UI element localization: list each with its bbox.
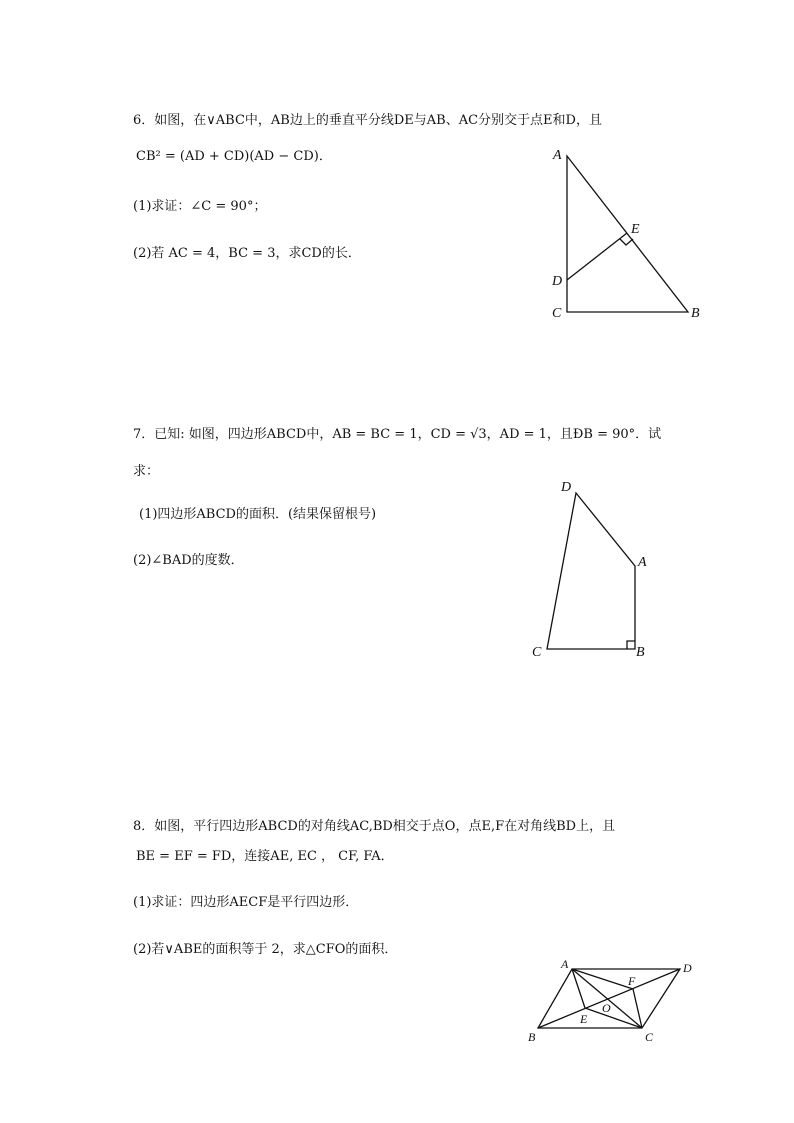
label-d: D xyxy=(561,480,572,495)
problem-8-figure xyxy=(520,955,705,1050)
right-angle-mark-b xyxy=(627,641,635,649)
problem-6-part-2: (2)若 AC = 4，BC = 3，求CD的长． xyxy=(133,246,361,261)
label-c: C xyxy=(532,645,542,660)
problem-7-part-1: (1)四边形ABCD的面积．(结果保留根号) xyxy=(139,507,377,522)
problem-8-statement: 8．如图，平行四边形ABCD的对角线AC,BD相交于点O，点E,F在对角线BD上，且 xyxy=(133,819,616,834)
label-e: E xyxy=(631,222,640,237)
triangle-abc xyxy=(567,156,688,312)
label-c: C xyxy=(645,1030,654,1044)
segment-ce xyxy=(585,1008,642,1028)
segment-af xyxy=(572,969,633,989)
label-o: O xyxy=(602,1001,611,1015)
label-b: B xyxy=(528,1030,536,1044)
diagonal-bd xyxy=(538,969,680,1028)
problem-6-figure xyxy=(540,140,720,330)
problem-8-part-1: (1)求证：四边形AECF是平行四边形． xyxy=(133,895,359,910)
problem-6-condition: CB² = (AD + CD)(AD − CD)． xyxy=(136,149,332,164)
right-angle-mark-e xyxy=(620,239,633,245)
label-a: A xyxy=(553,148,562,163)
label-f: F xyxy=(628,974,636,988)
problem-6-part-1: (1)求证：∠C = 90°； xyxy=(133,199,267,214)
label-a: A xyxy=(638,555,647,570)
segment-de xyxy=(567,233,627,280)
quadrilateral-abcd xyxy=(547,493,635,649)
problem-7-figure xyxy=(525,475,665,665)
problem-7-part-2: (2)∠BAD的度数． xyxy=(133,553,244,568)
label-b: B xyxy=(636,645,645,660)
label-e: E xyxy=(580,1012,588,1026)
problem-8-condition: BE = EF = FD，连接AE, EC ， CF, FA． xyxy=(136,849,394,864)
problem-6-statement: 6．如图，在∨ABC中，AB边上的垂直平分线DE与AB、AC分别交于点E和D，且 xyxy=(133,113,602,128)
label-b: B xyxy=(691,306,700,321)
problem-7-statement: 7．已知: 如图，四边形ABCD中，AB = BC = 1，CD = √3，AD = 1，且ÐB = 90°．试 xyxy=(133,427,662,442)
label-a: A xyxy=(561,957,569,971)
problem-8-part-2: (2)若∨ABE的面积等于 2，求△CFO的面积． xyxy=(133,942,398,957)
label-d: D xyxy=(552,274,563,289)
problem-7-statement-cont: 求： xyxy=(133,464,160,479)
label-d: D xyxy=(683,961,692,975)
label-c: C xyxy=(552,306,562,321)
